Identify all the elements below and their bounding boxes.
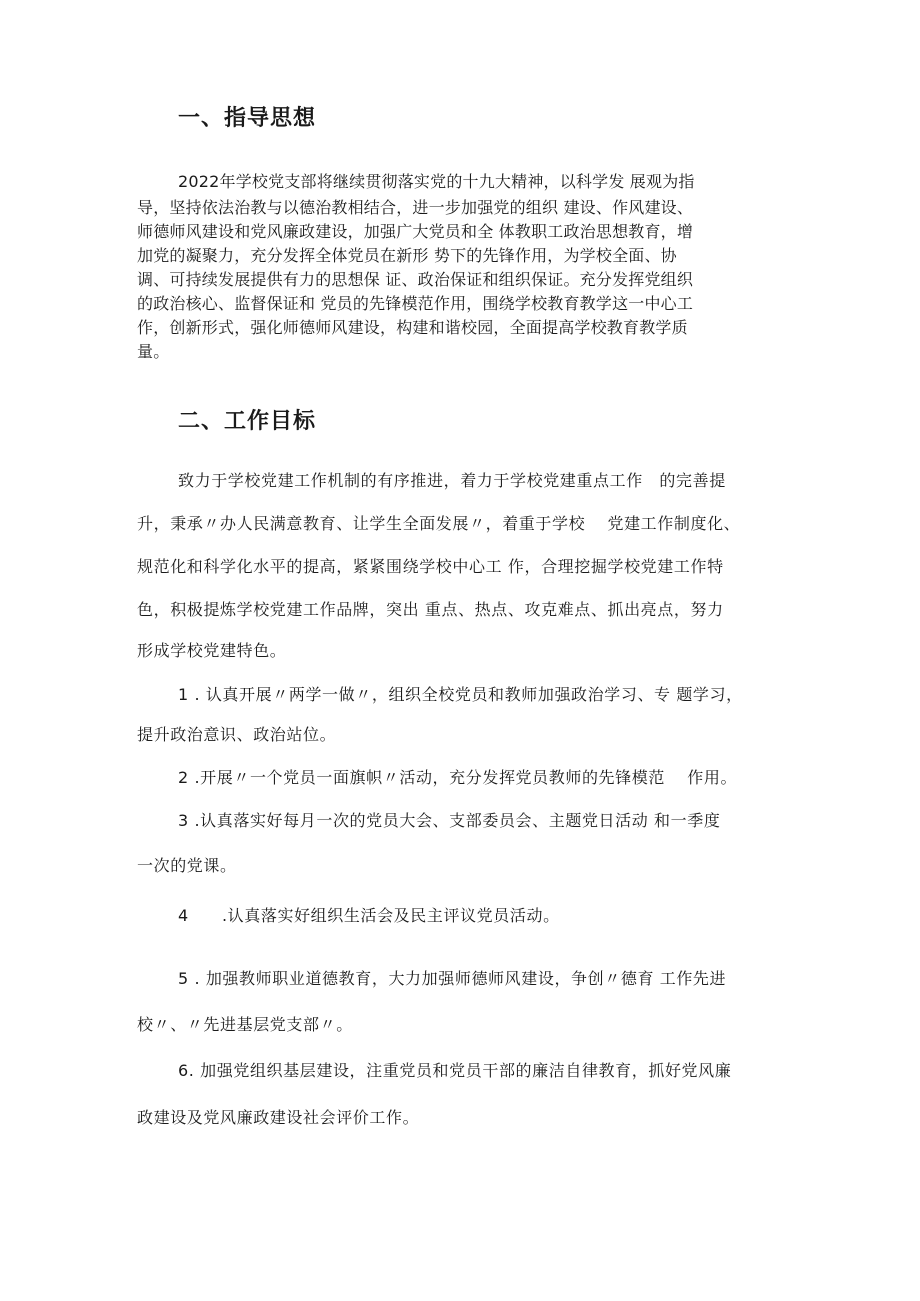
paragraph-line: 升，秉承〃办人民满意教育、让学生全面发展〃，着重于学校 党建工作制度化、 xyxy=(137,514,741,533)
paragraph-line: 色，积极提炼学校党建工作品牌，突出 重点、热点、攻克难点、抓出亮点，努力 xyxy=(137,600,724,619)
paragraph-line: 致力于学校党建工作机制的有序推进，着力于学校党建重点工作 的完善提 xyxy=(178,471,726,490)
paragraph-line: 师德师风建设和党风廉政建设，加强广大党员和全 体教职工政治思想教育，增 xyxy=(137,222,694,241)
list-item-line: 一次的党课。 xyxy=(137,856,237,875)
paragraph-line: 量。 xyxy=(137,342,170,361)
paragraph-line: 形成学校党建特色。 xyxy=(137,641,287,660)
list-item-line: 2 .开展〃一个党员一面旗帜〃活动，充分发挥党员教师的先锋模范 作用。 xyxy=(178,768,738,787)
list-item-line: 5 . 加强教师职业道德教育，大力加强师德师风建设，争创〃德育 工作先进 xyxy=(178,969,727,988)
list-item-line: 1 . 认真开展〃两学一做〃，组织全校党员和教师加强政治学习、专 题学习， xyxy=(178,685,743,704)
paragraph-line: 规范化和科学化水平的提高，紧紧围绕学校中心工 作，合理挖掘学校党建工作特 xyxy=(137,557,724,576)
paragraph-line: 作，创新形式，强化师德师风建设，构建和谐校园，全面提高学校教育教学质 xyxy=(137,318,688,337)
list-item-line: 校〃、〃先进基层党支部〃。 xyxy=(137,1015,353,1034)
list-item-line: 6. 加强党组织基层建设，注重党员和党员干部的廉洁自律教育，抓好党风廉 xyxy=(178,1061,732,1080)
list-item-line: 3 .认真落实好每月一次的党员大会、支部委员会、主题党日活动 和一季度 xyxy=(178,811,721,830)
section-heading: 一、指导思想 xyxy=(178,106,317,131)
list-item-line: 4 .认真落实好组织生活会及民主评议党员活动。 xyxy=(178,906,560,925)
section-heading: 二、工作目标 xyxy=(178,409,317,434)
list-item-line: 政建设及党风廉政建设社会评价工作。 xyxy=(137,1108,420,1127)
paragraph-line: 导，坚持依法治教与以德治教相结合，进一步加强党的组织 建设、作风建设、 xyxy=(137,198,694,217)
list-item-line: 提升政治意识、政治站位。 xyxy=(137,725,337,744)
paragraph-line: 2022年学校党支部将继续贯彻落实党的十九大精神，以科学发 展观为指 xyxy=(178,172,695,191)
paragraph-line: 加党的凝聚力，充分发挥全体党员在新形 势下的先锋作用，为学校全面、协 xyxy=(137,246,677,265)
paragraph-line: 的政治核心、监督保证和 党员的先锋模范作用，围绕学校教育教学这一中心工 xyxy=(137,294,694,313)
paragraph-line: 调、可持续发展提供有力的思想保 证、政治保证和组织保证。充分发挥党组织 xyxy=(137,270,694,289)
